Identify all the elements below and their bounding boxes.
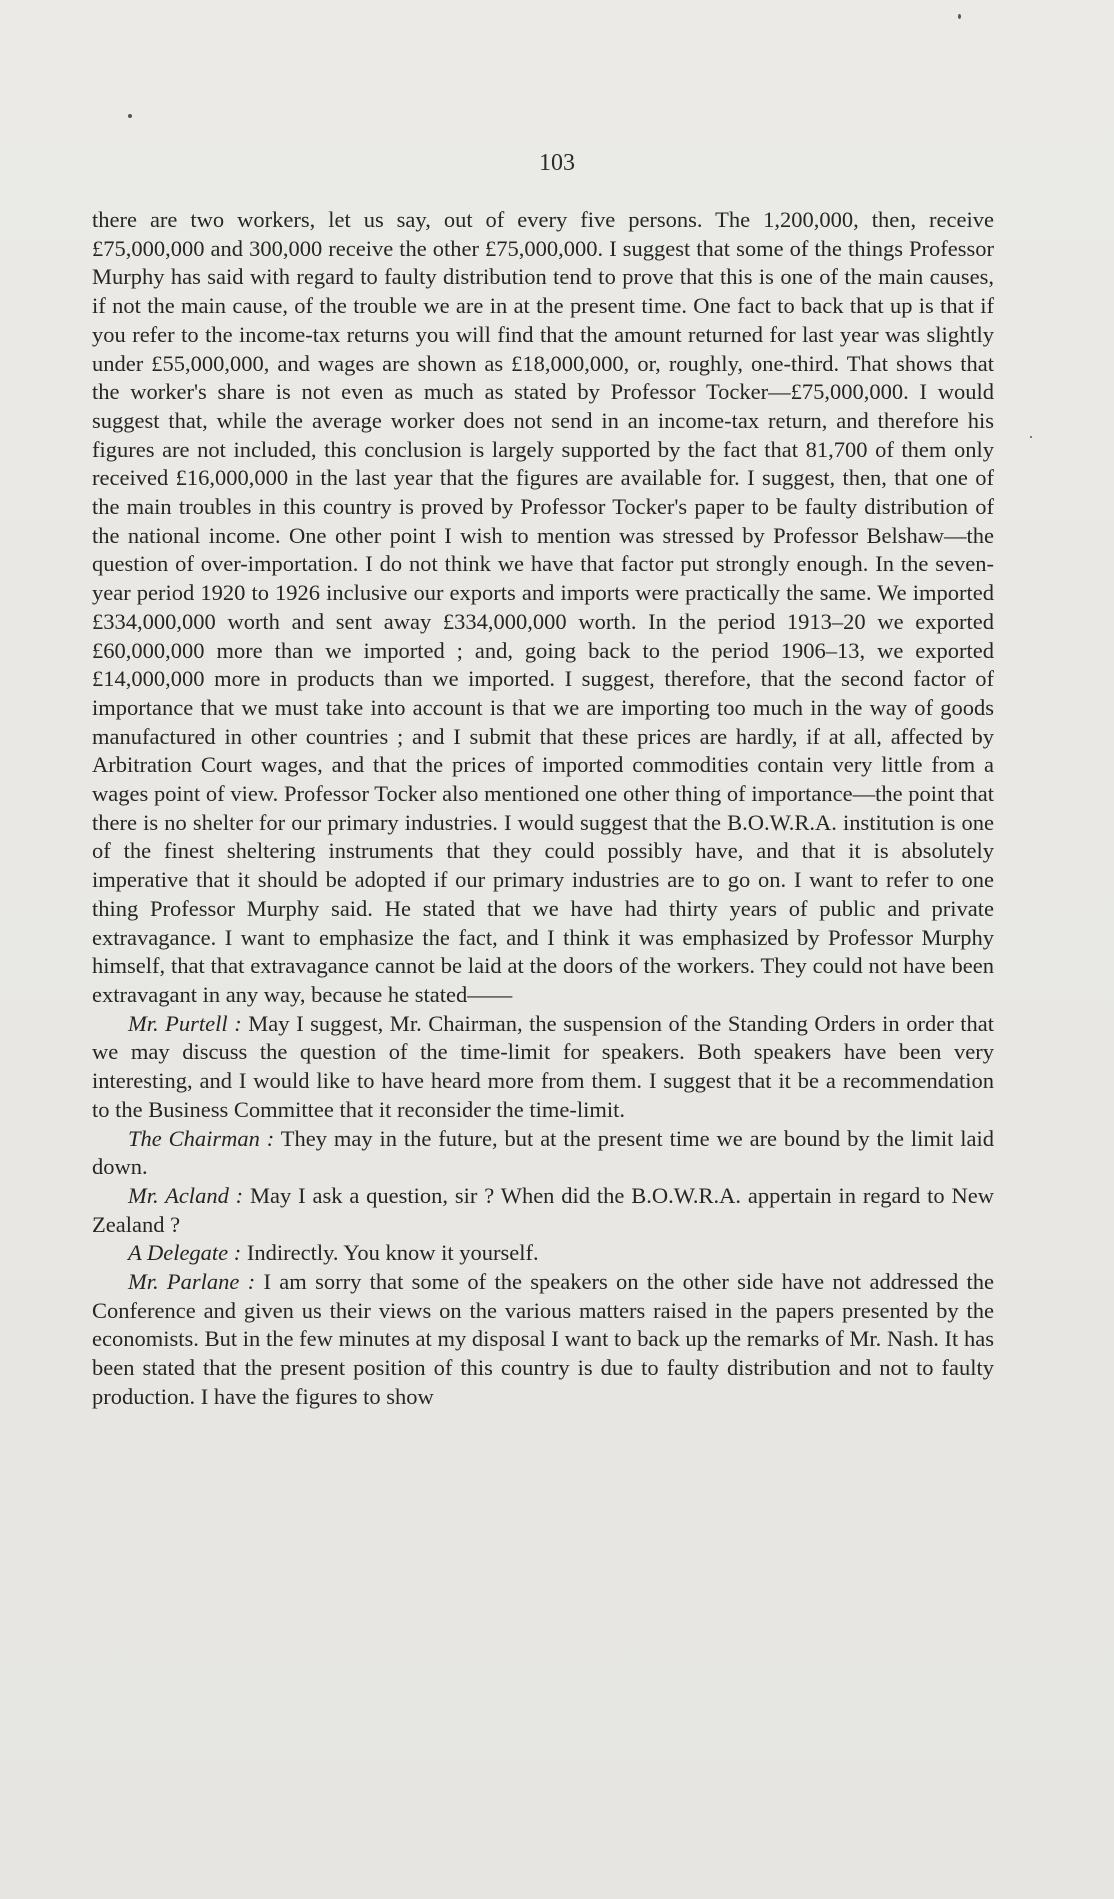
paragraph-parlane [92,1268,994,1412]
paragraph-text: there are two workers, let us say, out of every five persons. The 1,200,000, then, receive £75,000,000 and 300,000 receive the other £75,000,000. I suggest that some of the things Professor Murphy has said with regard to faulty distribution tend to prove that this is one of the main causes, if not the main cause, of the trouble we are in at the present time. One fact to back that up is that if you refer to the income-tax returns you will find that the amount returned for last year was slightly under £55,000,000, and wages are shown as £18,000,000, or, roughly, one-third. That shows that the worker's share is not even as much as stated by Professor Tocker—£75,000,000. I would suggest that, while the average worker does not send in an income-tax return, and therefore his figures are not included, this conclusion is largely supported by the fact that 81,700 of them only received £16,000,000 in the last year that the figures are available for. I suggest, then, that one of the main troubles in this country is proved by Professor Tocker's paper to be faulty distribution of the national income. One other point I wish to mention was stressed by Professor Belshaw—the question of over-importation. I do not think we have that factor put strongly enough. In the seven-year period 1920 to 1926 inclusive our exports and imports were practically the same. We imported £334,000,000 worth and sent away £334,000,000 worth. In the period 1913–20 we exported £60,000,000 more than we imported ; and, going back to the period 1906–13, we exported £14,000,000 more in products than we imported. I suggest, therefore, that the second factor of importance that we must take into account is that we are importing too much in the way of goods manufactured in other countries ; and I submit that these prices are hardly, if at all, affected by Arbitration Court wages, and that the prices of imported commodities contain very little from a wages point of view. Professor Tocker also mentioned one other thing of importance—the point that there is no shelter for our primary industries. I would suggest that the B.O.W.R.A. institution is one of the finest sheltering instruments that they could possibly have, and that it is absolutely imperative that it should be adopted if our primary industries are to go on. I want to refer to one thing Professor Murphy said. He stated that we have had thirty years of public and private extravagance. I want to emphasize the fact, and I think it was emphasized by Professor Murphy himself, that that extravagance cannot be laid at the doors of the workers. They could not have been extravagant in any way, because he stated—— [92,207,994,1007]
paragraph-continuation [92,206,994,1010]
print-speck [958,14,961,19]
paragraph-acland [92,1182,994,1239]
paragraph-purtell [92,1010,994,1125]
paragraph-chairman [92,1125,994,1182]
paragraph-text: I am sorry that some of the speakers on the other side have not addressed the Conference and given us their views on the various matters raised in the papers presented by the economists. But in the few minutes at my disposal I want to back up the remarks of Mr. Nash. It has been stated that the present position of this country is due to faulty distribution and not to faulty production. I have the figures to show [92,1269,994,1409]
speaker-name: Mr. Acland : [128,1182,244,1208]
speaker-name: A Delegate : [128,1240,242,1266]
print-speck [1030,436,1032,438]
page-number: 103 [539,150,575,176]
print-speck [128,114,132,118]
speaker-name: Mr. Purtell : [128,1010,242,1036]
body-text [92,206,994,1412]
paragraph-text: Indirectly. You know it yourself. [241,1240,539,1266]
paragraph-text: May I suggest, Mr. Chairman, the suspension of the Standing Orders in order that we may discuss the question of the time-limit for speakers. Both speakers have been very interesting, and I would like to have heard more from them. I suggest that it be a recommendation to the Business Committee that it reconsider the time-limit. [92,1010,994,1122]
speaker-name: The Chairman : [128,1125,275,1151]
paragraph-text: May I ask a question, sir ? When did the B.O.W.R.A. appertain in regard to New Zealand ? [92,1182,994,1237]
speaker-name: Mr. Parlane : [128,1269,256,1295]
paragraph-delegate [92,1239,994,1268]
paragraph-text: They may in the future, but at the present time we are bound by the limit laid down. [92,1125,994,1180]
